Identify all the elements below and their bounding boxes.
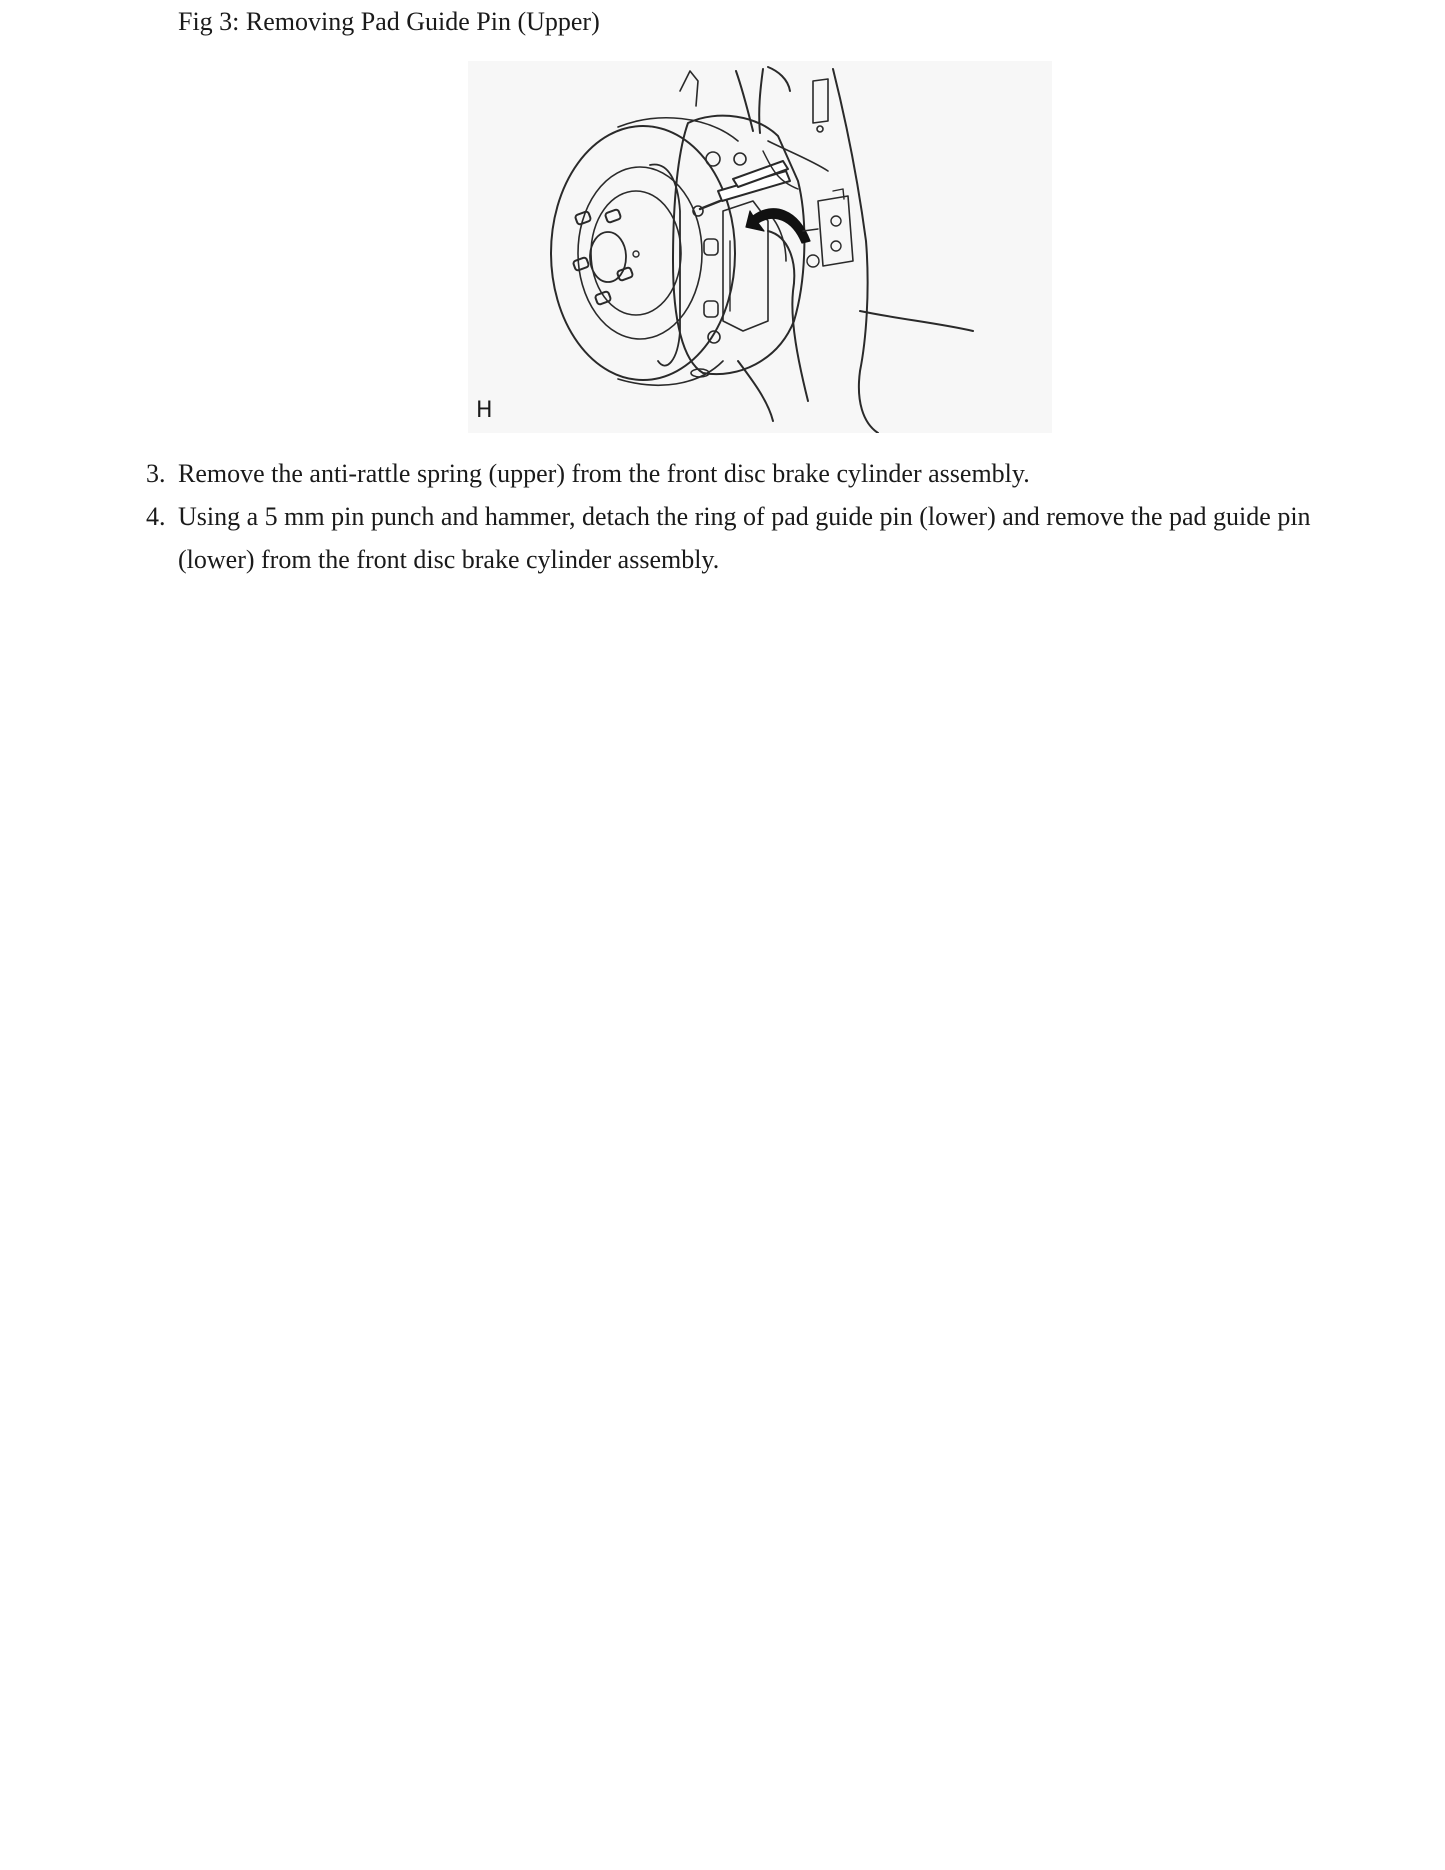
brake-caliper-drawing [468,61,1052,433]
step-text: Using a 5 mm pin punch and hammer, detach the ring of pad guide pin (lower) and remove the pad guide pin (lower) from the front disc brake cylinder assembly. [178,502,1311,574]
step-text: Remove the anti-rattle spring (upper) from the front disc brake cylinder assembly. [178,459,1030,488]
procedure-steps [146,452,1326,581]
step-number: 3. [146,459,166,488]
list-item [146,452,1326,495]
brake-caliper-illustration [468,61,1052,433]
figure-letter-label: H [476,398,493,423]
step-number: 4. [146,502,166,531]
list-item [146,495,1326,581]
figure-caption: Fig 3: Removing Pad Guide Pin (Upper) [178,7,600,36]
